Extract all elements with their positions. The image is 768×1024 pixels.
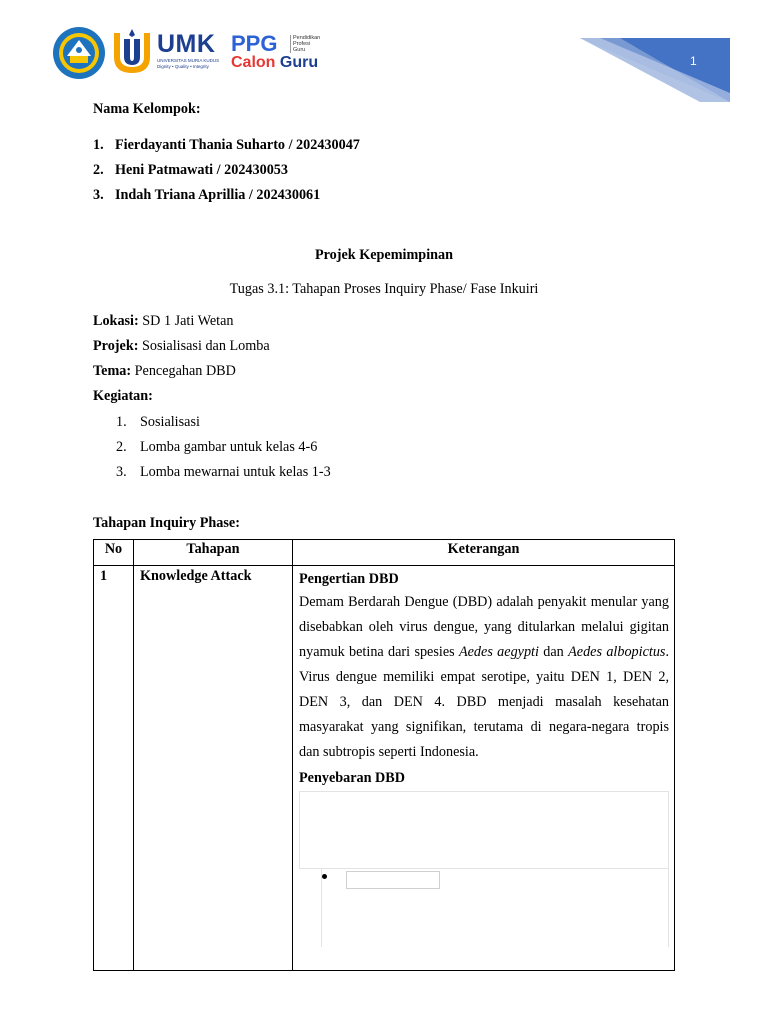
bullet-gutter (299, 869, 322, 947)
project-subtitle: Tugas 3.1: Tahapan Proses Inquiry Phase/ Fase Inkuiri (229, 281, 539, 297)
page-number: 1 (690, 54, 697, 68)
lokasi-value: SD 1 Jati Wetan (138, 313, 234, 329)
calon-guru-wordmark (231, 54, 318, 72)
pengertian-paragraph (299, 590, 669, 765)
guru-text: Guru (279, 54, 319, 71)
member-name: Heni Patmawati / 202430053 (115, 162, 288, 178)
paragraph-text-b: dan (538, 644, 569, 660)
kegiatan-number: 2. (116, 439, 127, 455)
section-title-pengertian: Pengertian DBD (299, 571, 399, 587)
member-list (93, 136, 360, 211)
species-albopictus: Aedes albopictus (568, 644, 666, 660)
tema-value: Pencegahan DBD (131, 363, 236, 379)
umk-logo-icon (110, 27, 154, 77)
tema-line (93, 363, 236, 380)
table-heading: Tahapan Inquiry Phase: (93, 515, 240, 531)
umk-university-name: UNIVERSITAS MURIA KUDUS (157, 58, 220, 63)
list-item (116, 463, 331, 488)
section-title-penyebaran: Penyebaran DBD (299, 770, 406, 786)
umk-motto: Dignity • Quality • Integrity (157, 64, 209, 69)
paragraph-text-c: . Virus dengue memiliki empat serotipe, yaitu DEN 1, DEN 2, DEN 3, dan DEN 4. DBD menjadi masalah kesehatan masyarakat yang signifikan, terutama di negara-negara tropis dan subtropis seperti Indonesia. (299, 644, 669, 760)
list-item (116, 413, 331, 438)
member-name: Indah Triana Aprillia / 202430061 (115, 187, 321, 203)
group-title: Nama Kelompok: (93, 101, 201, 117)
project-title: Projek Kepemimpinan (314, 247, 454, 263)
row-number-cell: 1 (94, 566, 134, 971)
species-aegypti: Aedes aegypti (458, 644, 539, 660)
list-item (93, 136, 360, 161)
list-item (93, 186, 360, 211)
paragraph-text-a: Demam Berdarah Dengue (DBD) adalah penyakit menular yang disebabkan oleh virus dengue, yang ditularkan melalui gigitan nyamuk betina dari spesies (299, 594, 669, 660)
member-number: 1. (93, 137, 104, 153)
projek-line (93, 338, 270, 355)
table-row (94, 566, 675, 971)
column-header-tahapan: Tahapan (133, 540, 292, 566)
empty-inline-box (346, 871, 440, 889)
inquiry-phase-table (93, 539, 675, 971)
list-item (116, 438, 331, 463)
column-header-keterangan: Keterangan (293, 540, 675, 566)
umk-wordmark: UMK (157, 30, 216, 58)
projek-label: Projek: (93, 338, 139, 354)
ppg-side-line-2: Profesi (293, 41, 311, 47)
row-keterangan-cell (293, 566, 675, 971)
row-tahapan-cell: Knowledge Attack (133, 566, 292, 971)
kegiatan-list (116, 413, 331, 488)
kegiatan-text: Lomba mewarnai untuk kelas 1-3 (140, 464, 331, 480)
kegiatan-number: 1. (116, 414, 127, 430)
umk-tagline (157, 58, 219, 70)
projek-value: Sosialisasi dan Lomba (138, 338, 270, 354)
page-corner-ribbon-icon (580, 38, 730, 102)
lokasi-line (93, 313, 233, 330)
kemdikbud-logo-icon (52, 26, 106, 80)
member-number: 2. (93, 162, 104, 178)
document-header (0, 0, 768, 100)
ppg-wordmark: PPG (231, 31, 278, 56)
kegiatan-text: Lomba gambar untuk kelas 4-6 (140, 439, 318, 455)
calon-text: Calon (231, 54, 276, 71)
bullet-content (322, 869, 669, 947)
lokasi-label: Lokasi: (93, 313, 139, 329)
tema-label: Tema: (93, 363, 132, 379)
empty-content-box (299, 791, 669, 869)
kegiatan-label: Kegiatan: (93, 388, 153, 404)
member-number: 3. (93, 187, 104, 203)
ppg-side-line-1: Pendidikan (293, 35, 321, 41)
ppg-side-text (290, 35, 320, 53)
member-name: Fierdayanti Thania Suharto / 202430047 (115, 137, 360, 153)
list-item (93, 161, 360, 186)
kegiatan-number: 3. (116, 464, 127, 480)
column-header-no: No (94, 540, 134, 566)
kegiatan-text: Sosialisasi (140, 414, 200, 430)
empty-bullet-area (299, 869, 669, 947)
ppg-side-line-3: Guru (293, 47, 306, 53)
table-header-row (94, 540, 675, 566)
